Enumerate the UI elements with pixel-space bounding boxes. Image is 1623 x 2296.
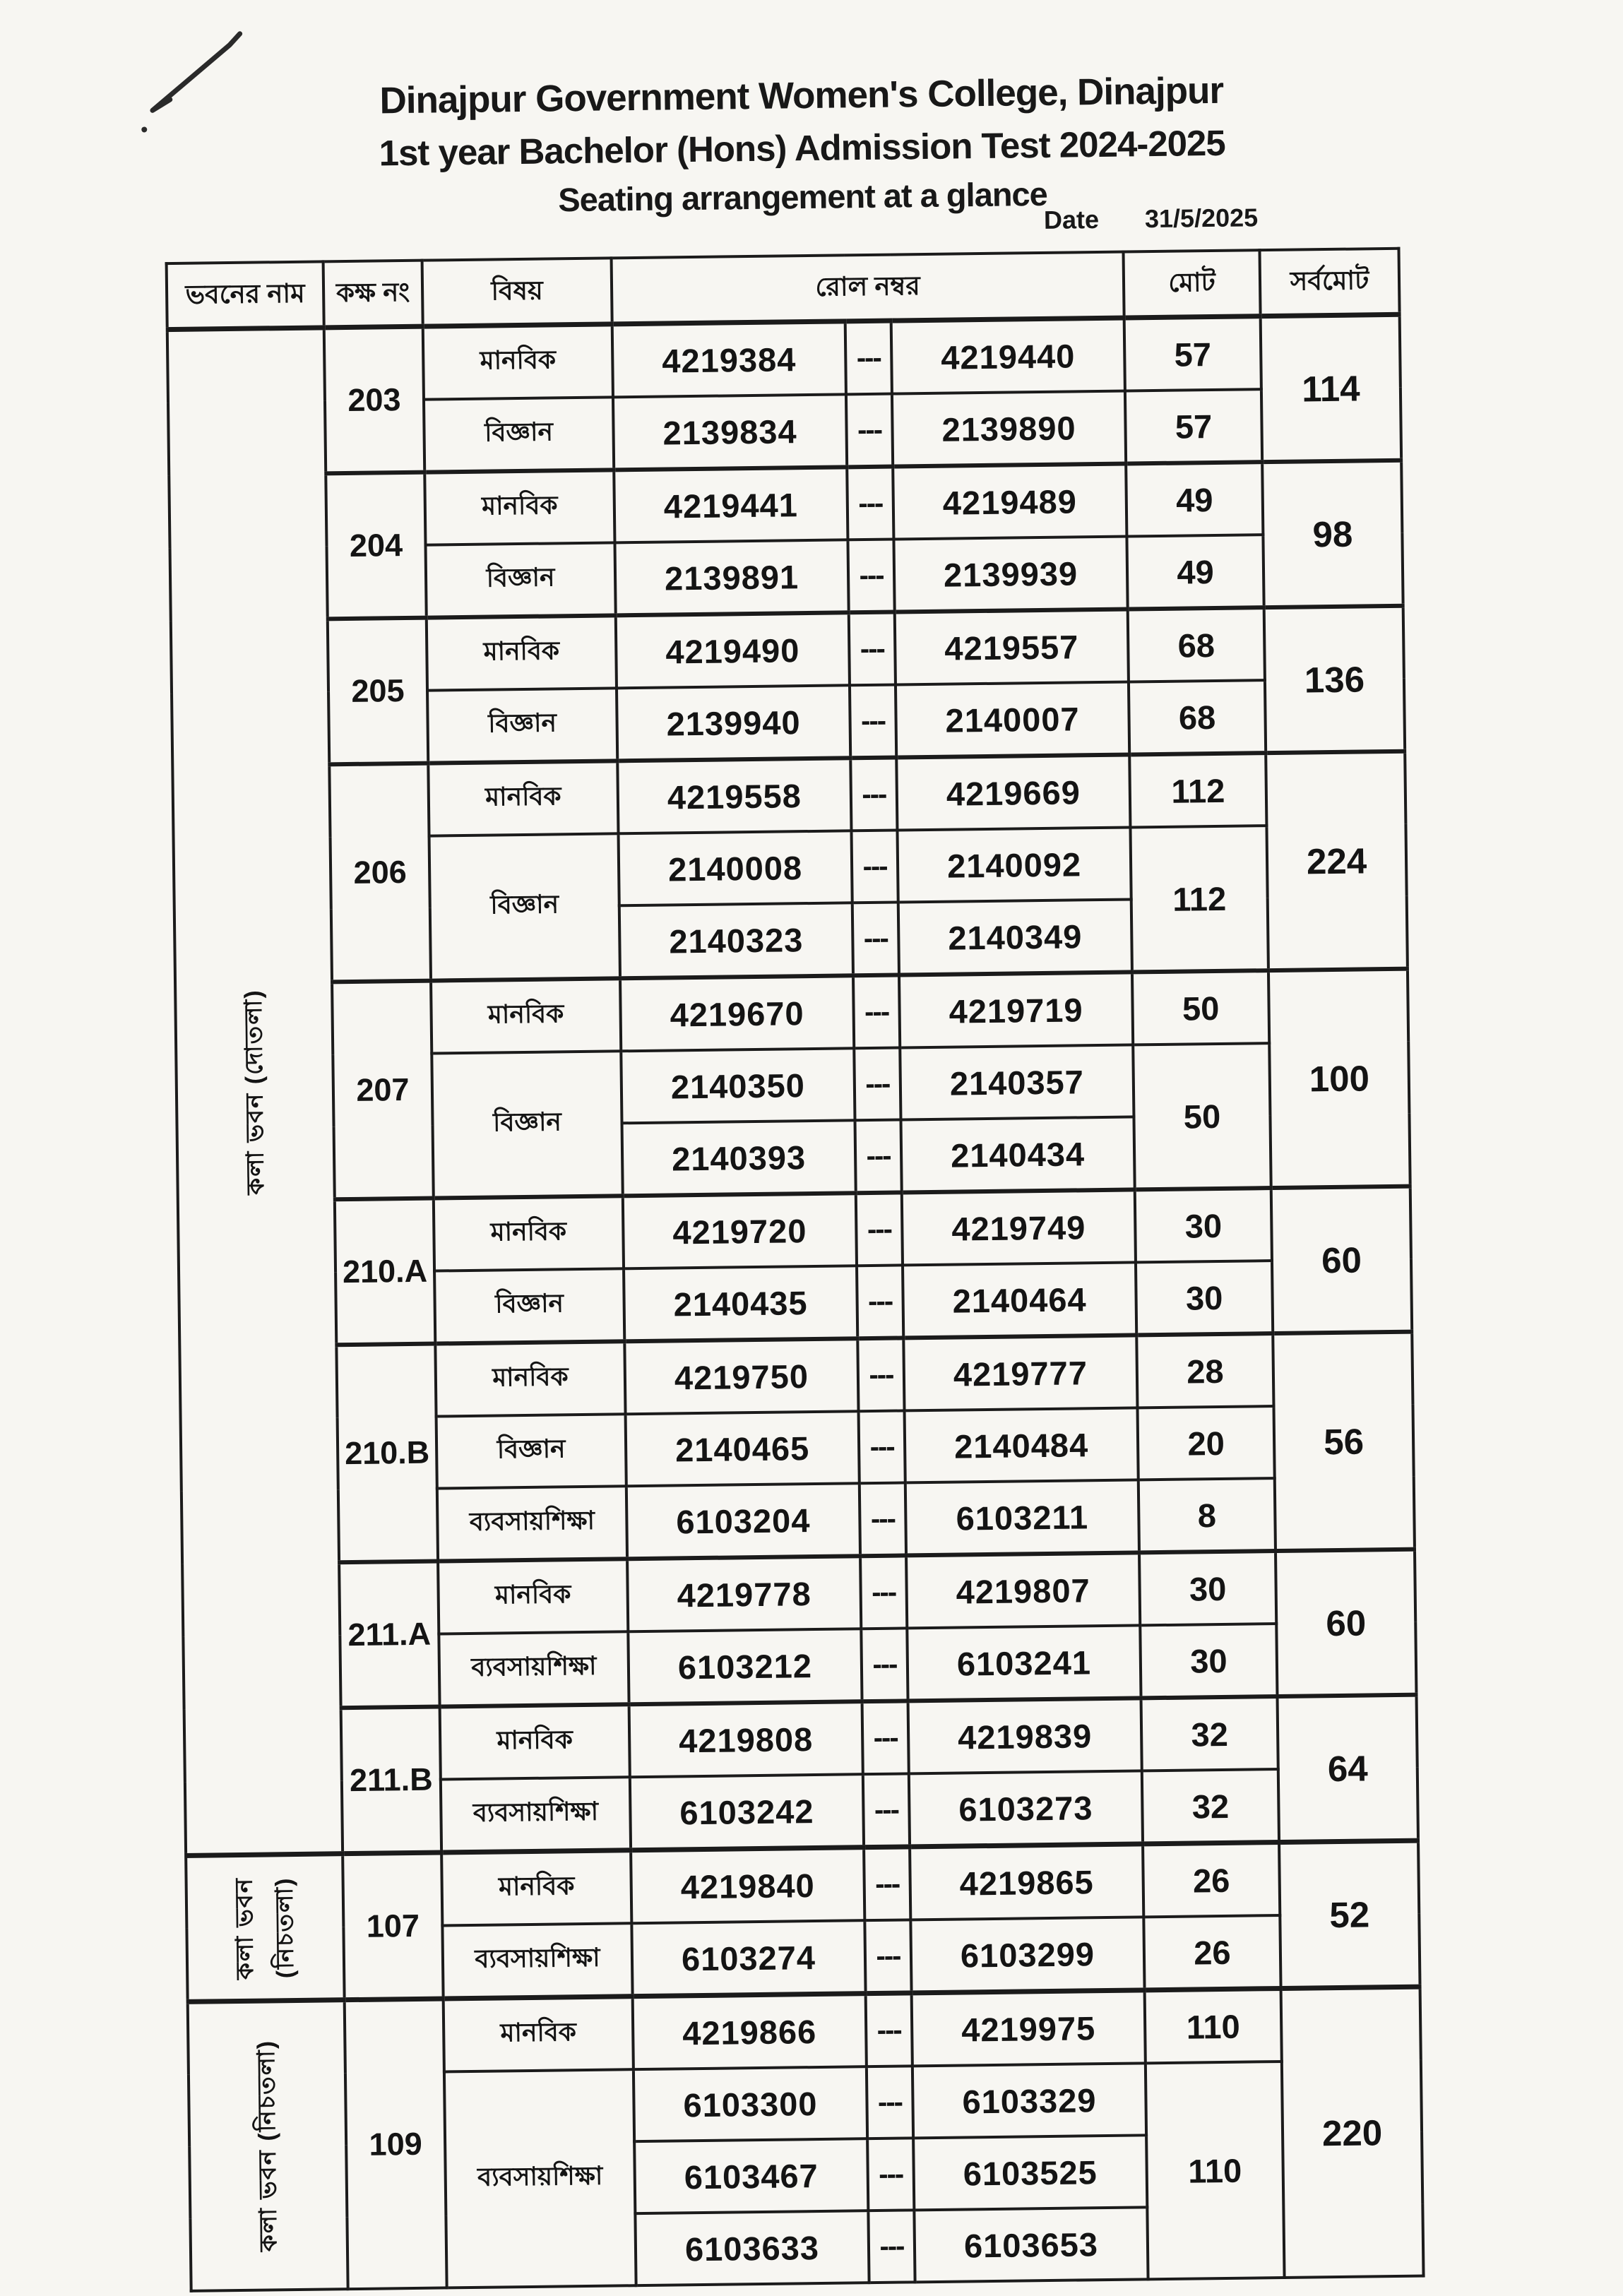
roll-separator: ---: [846, 394, 893, 468]
subject-cell: বিজ্ঞান: [425, 542, 615, 617]
roll-from-cell: 2140008: [619, 831, 852, 905]
roll-to-cell: 2140092: [897, 827, 1131, 902]
roll-to-cell: 6103211: [905, 1480, 1139, 1555]
room-grand-total-cell: 114: [1261, 314, 1402, 462]
roll-to-cell: 2140007: [896, 682, 1129, 757]
roll-from-cell: 2140435: [624, 1266, 857, 1341]
room-number-cell: 109: [345, 1999, 447, 2289]
page-title: Dinajpur Government Women's College, Dinajpur: [379, 69, 1224, 122]
subject-total-cell: 8: [1139, 1478, 1276, 1552]
roll-to-cell: 6103299: [910, 1917, 1144, 1993]
roll-separator: ---: [857, 1338, 904, 1411]
roll-separator: ---: [868, 2210, 915, 2283]
roll-separator: ---: [867, 2066, 913, 2139]
room-grand-total-cell: 64: [1278, 1695, 1419, 1843]
building-name-cell: কলা ভবন (দোতলা): [167, 328, 343, 1856]
subject-total-cell: 26: [1143, 1915, 1280, 1990]
subject-total-cell: 32: [1141, 1696, 1278, 1771]
roll-separator: ---: [860, 1482, 906, 1556]
header-building: ভবনের নাম: [167, 261, 324, 329]
date-label: Date: [1043, 204, 1100, 234]
subject-cell: মানবিক: [435, 1341, 625, 1416]
seating-table: [165, 247, 1425, 2292]
roll-from-cell: 4219808: [629, 1701, 863, 1777]
subject-cell: বিজ্ঞান: [429, 833, 620, 980]
subject-cell: মানবিক: [424, 470, 614, 545]
room-number-cell: 204: [326, 472, 427, 619]
room-number-cell: 203: [324, 326, 425, 473]
roll-from-cell: 4219670: [620, 975, 854, 1051]
roll-to-cell: 4219839: [908, 1698, 1142, 1773]
room-number-cell: 211.A: [339, 1562, 440, 1708]
subject-cell: বিজ্ঞান: [434, 1268, 624, 1343]
roll-from-cell: 6103242: [630, 1774, 864, 1850]
roll-separator: ---: [854, 1047, 900, 1120]
subject-cell: মানবিক: [440, 1704, 630, 1779]
roll-to-cell: 2140434: [900, 1117, 1134, 1192]
roll-to-cell: 2139939: [893, 537, 1127, 612]
roll-from-cell: 4219558: [617, 758, 851, 833]
room-grand-total-cell: 56: [1273, 1332, 1415, 1551]
building-name-cell: কলা ভবন (নিচতলা): [188, 2000, 348, 2291]
roll-separator: ---: [848, 540, 894, 613]
subject-total-cell: 57: [1124, 316, 1261, 391]
roll-to-cell: 4219669: [896, 754, 1130, 830]
roll-from-cell: 4219778: [627, 1556, 861, 1631]
building-name-cell: কলা ভবন (নিচতলা): [186, 1854, 345, 2002]
header-total: মোট: [1124, 250, 1261, 318]
roll-separator: ---: [864, 1847, 910, 1920]
subject-cell: ব্যবসায়শিক্ষা: [439, 1631, 629, 1706]
subject-cell: মানবিক: [431, 978, 621, 1053]
roll-to-cell: 6103273: [909, 1771, 1143, 1847]
roll-from-cell: 2139940: [617, 685, 850, 761]
subject-cell: বিজ্ঞান: [436, 1414, 626, 1488]
subject-total-cell: 110: [1146, 2062, 1285, 2279]
subject-total-cell: 49: [1126, 462, 1263, 536]
subject-total-cell: 32: [1142, 1769, 1279, 1844]
roll-from-cell: 6103274: [631, 1920, 865, 1997]
roll-from-cell: 4219750: [624, 1338, 858, 1414]
roll-from-cell: 6103204: [626, 1483, 860, 1559]
room-grand-total-cell: 220: [1281, 1987, 1424, 2278]
roll-to-cell: 4219777: [903, 1335, 1137, 1410]
roll-from-cell: 6103212: [628, 1629, 862, 1704]
roll-separator: ---: [853, 975, 900, 1048]
roll-separator: ---: [852, 902, 899, 975]
roll-separator: ---: [851, 831, 898, 903]
roll-to-cell: 4219975: [912, 1990, 1146, 2066]
room-number-cell: 210.A: [335, 1198, 436, 1345]
roll-to-cell: 2139890: [892, 391, 1126, 467]
roll-to-cell: 2140464: [903, 1262, 1136, 1338]
roll-to-cell: 6103525: [913, 2135, 1147, 2210]
subject-cell: মানবিক: [441, 1850, 631, 1926]
page-subtitle-2: Seating arrangement at a glance: [557, 174, 1048, 219]
room-grand-total-cell: 136: [1264, 606, 1405, 753]
roll-to-cell: 2140349: [898, 899, 1132, 975]
subject-cell: ব্যবসায়শিক্ষা: [442, 1923, 632, 1999]
roll-separator: ---: [856, 1192, 903, 1266]
subject-cell: মানবিক: [427, 615, 617, 690]
subject-total-cell: 112: [1129, 753, 1266, 827]
roll-separator: ---: [862, 1701, 909, 1774]
subject-total-cell: 30: [1135, 1188, 1272, 1262]
roll-separator: ---: [847, 467, 893, 540]
room-number-cell: 205: [328, 618, 429, 765]
room-grand-total-cell: 60: [1271, 1186, 1413, 1333]
subject-total-cell: 50: [1132, 970, 1269, 1045]
roll-separator: ---: [850, 758, 897, 831]
roll-to-cell: 4219440: [891, 318, 1125, 394]
roll-separator: ---: [855, 1119, 901, 1193]
roll-from-cell: 2140323: [619, 903, 853, 978]
subject-cell: মানবিক: [428, 761, 618, 835]
subject-total-cell: 30: [1136, 1261, 1273, 1335]
subject-total-cell: 49: [1126, 535, 1264, 609]
roll-to-cell: 4219489: [893, 464, 1126, 540]
roll-separator: ---: [857, 1265, 903, 1338]
roll-separator: ---: [845, 321, 892, 394]
room-number-cell: 211.B: [341, 1707, 442, 1854]
roll-separator: ---: [866, 1993, 912, 2066]
room-grand-total-cell: 60: [1276, 1549, 1417, 1696]
subject-total-cell: 68: [1128, 607, 1265, 682]
roll-from-cell: 2140350: [621, 1048, 855, 1123]
roll-from-cell: 6103633: [635, 2211, 869, 2285]
roll-separator: ---: [867, 2138, 914, 2211]
roll-separator: ---: [861, 1628, 908, 1701]
roll-from-cell: 6103467: [634, 2139, 868, 2213]
subject-cell: ব্যবসায়শিক্ষা: [444, 2069, 636, 2288]
subject-cell: বিজ্ঞান: [427, 688, 617, 763]
roll-separator: ---: [850, 685, 896, 759]
subject-total-cell: 28: [1136, 1333, 1273, 1408]
subject-total-cell: 20: [1138, 1406, 1275, 1480]
header-grand-total: সর্বমোট: [1260, 249, 1400, 316]
roll-to-cell: 6103241: [907, 1625, 1141, 1701]
roll-from-cell: 2139834: [613, 394, 847, 470]
room-grand-total-cell: 98: [1262, 460, 1403, 607]
roll-separator: ---: [864, 1920, 911, 1993]
roll-from-cell: 4219441: [614, 467, 848, 542]
room-number-cell: 107: [343, 1852, 444, 2000]
subject-cell: মানবিক: [444, 1997, 634, 2072]
title-block: [0, 64, 1615, 226]
roll-to-cell: 4219719: [899, 972, 1133, 1047]
subject-total-cell: 30: [1140, 1624, 1277, 1698]
roll-to-cell: 6103653: [914, 2207, 1148, 2282]
roll-from-cell: 4219384: [612, 321, 846, 398]
roll-from-cell: 4219490: [616, 612, 850, 688]
header-room: কক্ষ নং: [323, 261, 423, 328]
subject-total-cell: 57: [1125, 389, 1262, 463]
subject-cell: মানবিক: [438, 1559, 628, 1634]
roll-from-cell: 2140393: [622, 1120, 856, 1196]
subject-total-cell: 30: [1139, 1551, 1276, 1625]
subject-total-cell: 50: [1133, 1043, 1271, 1189]
subject-total-cell: 112: [1130, 826, 1268, 972]
room-number-cell: 206: [329, 763, 431, 982]
roll-separator: ---: [849, 612, 896, 686]
roll-from-cell: 2140465: [626, 1411, 860, 1486]
subject-cell: ব্যবসায়শিক্ষা: [441, 1777, 631, 1852]
roll-separator: ---: [859, 1410, 905, 1483]
room-grand-total-cell: 224: [1266, 751, 1408, 970]
subject-cell: ব্যবসায়শিক্ষা: [437, 1486, 627, 1561]
roll-to-cell: 4219557: [895, 609, 1129, 684]
roll-to-cell: 6103329: [912, 2063, 1146, 2138]
subject-cell: বিজ্ঞান: [424, 397, 614, 472]
subject-cell: মানবিক: [423, 324, 613, 400]
subject-total-cell: 26: [1143, 1843, 1280, 1917]
roll-from-cell: 2139891: [614, 540, 848, 615]
subject-total-cell: 110: [1145, 1988, 1282, 2063]
roll-separator: ---: [863, 1773, 910, 1847]
roll-to-cell: 4219865: [910, 1844, 1143, 1920]
page-subtitle: 1st year Bachelor (Hons) Admission Test 2024-2025: [379, 122, 1226, 174]
roll-to-cell: 4219807: [906, 1552, 1140, 1628]
roll-separator: ---: [860, 1555, 907, 1629]
subject-cell: বিজ্ঞান: [432, 1051, 622, 1198]
date-line: [1044, 203, 1259, 235]
header-roll: রোল নম্বর: [612, 252, 1124, 324]
roll-to-cell: 2140484: [905, 1408, 1139, 1482]
header-subject: বিষয়: [422, 258, 612, 326]
room-number-cell: 210.B: [336, 1344, 438, 1563]
subject-cell: মানবিক: [434, 1196, 624, 1271]
roll-from-cell: 6103300: [634, 2066, 867, 2141]
room-grand-total-cell: 52: [1279, 1840, 1420, 1988]
room-number-cell: 207: [332, 981, 434, 1200]
date-value: 31/5/2025: [1144, 203, 1259, 234]
roll-from-cell: 4219866: [633, 1994, 867, 2070]
roll-to-cell: 4219749: [902, 1189, 1136, 1265]
roll-to-cell: 2140357: [900, 1045, 1134, 1119]
roll-from-cell: 4219720: [623, 1193, 857, 1268]
roll-from-cell: 4219840: [631, 1848, 864, 1924]
subject-total-cell: 68: [1129, 680, 1266, 754]
room-grand-total-cell: 100: [1268, 969, 1410, 1188]
